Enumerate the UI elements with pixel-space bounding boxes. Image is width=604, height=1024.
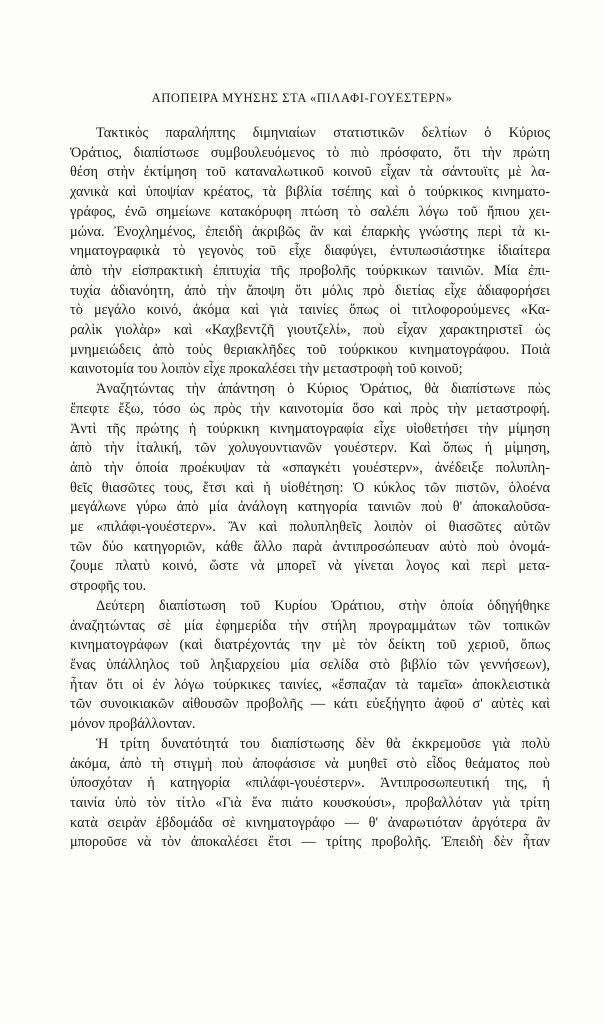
text-line: ἀκόμα, ἀπὸ τὴ στιγμὴ ποὺ ἀποφάσισε νὰ μυηθεῖ στὸ εἶδος θεάματος ποὺ xyxy=(70,755,550,772)
text-line: στροφῆς του. xyxy=(70,578,147,595)
text-line: θέση στὴν ἐκτίμηση τοῦ καταναλωτικοῦ κοινοῦ εἶχαν τὰ σάντουϊτς μὲ λα- xyxy=(70,164,550,181)
chapter-title: ΑΠΟΠΕΙΡΑ ΜΥΗΣΗΣ ΣΤΑ «ΠΙΛΑΦΙ-ΓΟΥΕΣΤΕΡΝ» xyxy=(151,91,453,105)
body-text xyxy=(70,124,550,853)
text-line: χανικὰ καὶ ὑποψίαν κρέατος, τὰ βιβλία τσέπης καὶ ὁ τούρκικος κινηματο- xyxy=(70,184,550,201)
text-line: μόνον προβάλλονταν. xyxy=(70,716,196,733)
paragraph-3 xyxy=(70,597,550,735)
text-line: Ἀναζητώντας τὴν ἀπάντηση ὁ Κύριος Ὁράτιος, θὰ διαπίστωνε πὼς xyxy=(96,381,550,398)
text-line: Ἡ τρίτη δυνατότητά του διαπίστωσης δὲν θὰ ἐκκρεμοῦσε γιὰ πολὺ xyxy=(96,735,550,752)
text-line: μώνα. Ἐνοχλημένος, ἐπειδὴ ἀκριβῶς ἂν καὶ ἐπαρκὴς γνώστης περὶ τὰ κι- xyxy=(70,223,550,240)
text-line: καινοτομία του λοιπὸν εἶχε προκαλέσει τὴν μεταστροφὴ τοῦ κοινοῦ; xyxy=(70,361,463,378)
text-line: θεῖς θιασῶτες τους, ἔτσι καὶ ἡ υἱοθέτηση: Ὁ κύκλος τῶν πιστῶν, ὁλοένα xyxy=(70,479,550,496)
text-line: νηματογραφικὰ τὸ γεγονὸς τοῦ εἶχε διαφύγει, ἐντυπωσιάστηκε ἰδιαίτερα xyxy=(70,243,550,260)
text-line: ὑποσχόταν ἡ κατηγορία «πιλάφι-γουέστερν». Ἀντιπροσωπευτική της, ἡ xyxy=(70,775,550,792)
text-line: κινηματογράφων (καὶ διατρέχοντάς την μὲ τὸν δείκτη τοῦ χεριοῦ, ὅπως xyxy=(70,637,550,654)
text-line: ἀπὸ τὴν ὁποία προέκυψαν τὰ «σπαγκέτι γουέστερν», ἀνέδειξε πολυπλη- xyxy=(70,459,550,476)
text-line: Ὁράτιος, διαπίστωσε συμβουλευόμενος τὸ πιὸ πρόσφατο, ὅτι τὴν πρώτη xyxy=(70,144,550,161)
text-line: ἀπὸ τὴν ἰταλική, τῶν χολυγουντιανῶν γουέστερν. Καὶ ὅπως ἡ μίμηση, xyxy=(70,440,550,457)
text-line: κατὰ σειρὰν ἑβδομάδα σὲ κινηματογράφο — θ' ἀναρωτιόταν ἀργότερα ἂν xyxy=(70,814,550,831)
text-line: Τακτικὸς παραλήπτης διμηνιαίων στατιστικῶν δελτίων ὁ Κύριος xyxy=(96,125,550,141)
paragraph-1 xyxy=(70,124,550,380)
text-line: με «πιλάφι-γουέστερν». Ἂν καὶ πολυπληθεῖς λοιπὸν οἱ θιασῶτες αὐτῶν xyxy=(70,519,550,536)
text-line: μεγάλωνε γύρω ἀπὸ μία ἀνάλογη κατηγορία ταινιῶν ποὺ θ' ἀποκαλοῦσα- xyxy=(70,499,550,516)
text-line: Ἀντὶ τῆς πρώτης ἡ τούρκικη κινηματογραφία εἶχε υἱοθετήσει τὴν μίμηση xyxy=(70,420,550,437)
text-line: μνημειώδεις ἀπὸ τοὺς θεριακλῆδες τοῦ τούρκικου κινηματογράφου. Ποιὰ xyxy=(70,341,550,358)
text-line: τῶν συνοικιακῶν αἰθουσῶν προβολῆς — κάτι εὐεξήγητο ἀφοῦ σ' αὐτὲς καὶ xyxy=(70,696,550,713)
text-line: ταινία ὑπὸ τὸν τίτλο «Γιὰ ἕνα πιάτο κουσκούσι», προβαλλόταν γιὰ τρίτη xyxy=(70,794,550,811)
text-line: τῶν δύο κατηγοριῶν, κάθε ἄλλο παρὰ ἀντιπροσώπευαν αὐτὸ ποὺ ὀνομά- xyxy=(70,538,550,555)
text-line: Δεύτερη διαπίστωση τοῦ Κυρίου Ὁράτιου, στὴν ὁποία ὁδηγήθηκε xyxy=(96,597,550,614)
text-line: τυχία ἀδιανόητη, ἀπὸ τὴν ἄποψη ὅτι μόλις πρὸ διετίας εἶχε ἀδιαφορήσει xyxy=(70,282,550,299)
text-line: ἀναζητώντας σὲ μία ἐφημερίδα τὴν στήλη προγραμμάτων τῶν τοπικῶν xyxy=(70,617,550,634)
text-line: μποροῦσε νὰ τὸν ἀποκαλέσει ἔτσι — τρίτης προβολῆς. Ἐπειδὴ δὲν ἦταν xyxy=(70,834,550,851)
text-line: ραλὶκ γιολὰρ» καὶ «Καχβεντζῆ γιουτζελί», ποὺ εἶχαν χαρακτηριστεῖ ὡς xyxy=(70,322,550,339)
text-line: τὸ μεγάλο κοινό, ἀκόμα καὶ γιὰ ταινίες ὅπως οἱ τιτλοφορούμενες «Κα- xyxy=(70,302,550,319)
paragraph-4 xyxy=(70,735,550,853)
text-line: ἔπεφτε ἔξω, τόσο ὡς πρὸς τὴν καινοτομία ὅσο καὶ πρὸς τὴν μεταστροφή. xyxy=(70,400,550,417)
paragraph-2 xyxy=(70,380,550,597)
text-line: ἕνας ὑπάλληλος τοῦ ληξιαρχείου μία σελίδα στὸ βιβλίο τῶν γεννήσεων), xyxy=(70,656,550,673)
text-line: ζουμε πλατὺ κοινό, ὥστε νὰ μπορεῖ νὰ γίνεται λογος καὶ περὶ μετα- xyxy=(70,558,550,575)
text-line: ἦταν ὅτι οἱ ἐν λόγω τούρκικες ταινίες, «ἔσπαζαν τὰ ταμεῖα» ἀποκλειστικὰ xyxy=(70,676,550,693)
text-line: γράφος, ἐνῶ σημείωνε κατακόρυφη πτώση τὸ σαλέπι λόγω τοῦ ἤπιου χει- xyxy=(70,203,550,220)
text-line: ἀπὸ τὴν εἰσπρακτικὴ ἐπιτυχία τῆς προβολῆς τούρκικων ταινιῶν. Μία ἐπι- xyxy=(70,262,550,279)
